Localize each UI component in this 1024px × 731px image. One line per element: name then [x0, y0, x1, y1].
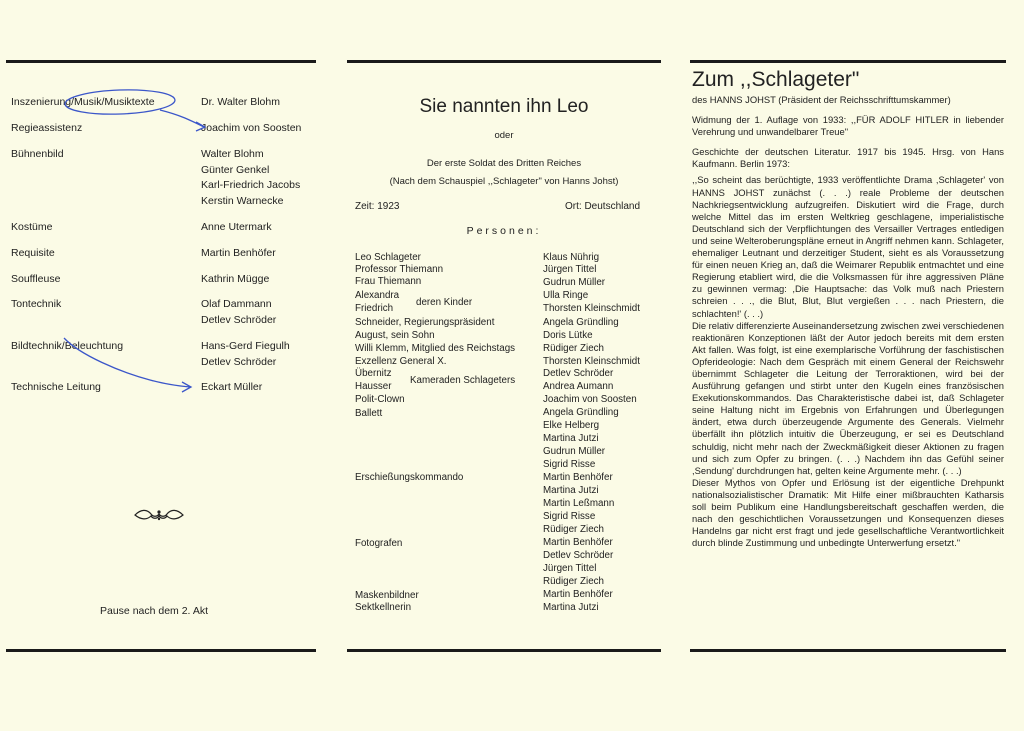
essay-paragraph: Dieser Mythos von Opfer und Erlösung ist der eigentliche Drehpunkt nationalsozialistischer Dramatik: Mit Hilfe einer mißbrauchten Katharsis soll beim Publikum eine Handlungsbereitschaft geschaffen werden, die nach den geschichtlichen Voraussetzungen und Konsequenzen dieses Handelns gar nicht erst fragt und jede gesellschaftliche Verantwortlichkeit durch blinde Zustimmung und unbedingte Unterwerfung ersetzt.": [692, 476, 1004, 549]
cast-role: Willi Klemm, Mitglied des Reichstags: [355, 343, 516, 354]
cast-actor: Sigrid Risse: [543, 459, 596, 470]
crew-role: Regieassistenz: [11, 122, 83, 134]
cast-role: Fotografen: [355, 538, 403, 549]
essay-body: [692, 94, 1004, 549]
cast-actor: Andrea Aumann: [543, 381, 614, 392]
rule-left-top: [6, 60, 316, 63]
cast-role: Hausser: [355, 381, 392, 392]
crew-name: Anne Utermark: [201, 221, 272, 233]
cast-role: Schneider, Regierungspräsident: [355, 317, 495, 328]
cast-role: Sektkellnerin: [355, 602, 412, 613]
crew-name: Eckart Müller: [201, 381, 263, 393]
crew-name: Walter Blohm: [201, 148, 264, 160]
play-subtitle: [348, 155, 660, 191]
cast-group-label: Kameraden Schlageters: [410, 375, 516, 386]
crew-name: Karl-Friedrich Jacobs: [201, 179, 301, 191]
crew-name: Kerstin Warnecke: [201, 194, 284, 207]
cast-actor: Gudrun Müller: [543, 277, 606, 288]
cast-role: Übernitz: [355, 368, 392, 379]
cast-role: Leo Schlageter: [355, 252, 421, 263]
cast-actor: Martina Jutzi: [543, 433, 599, 444]
crew-name: Kathrin Mügge: [201, 273, 270, 285]
cast-actor: Rüdiger Ziech: [543, 576, 604, 587]
rule-middle-top: [347, 60, 661, 63]
crew-role: Tontechnik: [11, 298, 62, 310]
cast-actor: Martin Benhöfer: [543, 589, 613, 600]
cast-role: Professor Thiemann: [355, 264, 444, 275]
ort-label: Ort: Deutschland: [565, 201, 641, 212]
cast-actor: Rüdiger Ziech: [543, 343, 604, 354]
cast-actor: Thorsten Kleinschmidt: [543, 356, 640, 367]
play-title: Sie nannten ihn Leo: [419, 96, 589, 117]
cast-actor: Angela Gründling: [543, 317, 619, 328]
cast-actor: Detlev Schröder: [543, 368, 614, 379]
essay-paragraph: Geschichte der deutschen Literatur. 1917 bis 1945. Hrsg. von Hans Kaufmann. Berlin 1973:: [692, 146, 1004, 170]
rule-right-top: [690, 60, 1006, 63]
rule-middle-bottom: [347, 649, 661, 652]
cast-role: Alexandra: [355, 290, 400, 301]
play-oder: oder: [494, 130, 514, 141]
crew-role: Kostüme: [11, 221, 53, 233]
essay-paragraph: ,,So scheint das berüchtigte, 1933 veröffentlichte Drama ,Schlageter' von HANNS JOHST zunächst (. . .) reale Probleme der deutschen Nachkriegsentwicklung aufzugreifen. Diskutiert wird die Frage, durch welche Mittel das im ersten Weltkrieg geschlagene, imperialistische Deutschland sich der Verpflichtungen des Versailler Vertrages entledigen und seine Welteroberungspläne erneut in Angriff nehmen kann. Schlageter, ehemaliger Leutnant und derzeitiger Student, sieht es als Voraussetzung für einen neuen Krieg an, daß die Weimarer Republik entmachtet und eine Regierung etabliert wird, die die Volksmassen für ihre aggressiven Pläne zu gewinnen vermag: ,Die Hauptsache: das Volk muß nach Priestern schreien . . ., die Blut, Blut, Blut vergießen . . . nach Priestern, die schlachten!' (. . .): [692, 174, 1004, 319]
crew-name: Günter Genkel: [201, 163, 270, 176]
cast-actor: Thorsten Kleinschmidt: [543, 303, 640, 314]
cast-role: Maskenbildner: [355, 590, 419, 601]
crew-name: Dr. Walter Blohm: [201, 96, 280, 108]
crew-name: Detlev Schröder: [201, 313, 277, 326]
essay-title: Zum ,,Schlageter": [692, 68, 860, 91]
cast-actor: Martin Benhöfer: [543, 472, 613, 483]
cast-role: Friedrich: [355, 303, 394, 314]
cast-role: Polit-Clown: [355, 394, 405, 405]
cast-role: Erschießungskommando: [355, 472, 464, 483]
subtitle-line: (Nach dem Schauspiel ,,Schlageter" von Hanns Johst): [389, 176, 619, 187]
cast-actor: Martina Jutzi: [543, 485, 599, 496]
cast-actor: Sigrid Risse: [543, 511, 596, 522]
cast-role: Ballett: [355, 408, 383, 419]
cast-actor: Jürgen Tittel: [543, 563, 597, 574]
crew-name: Detlev Schröder: [201, 355, 277, 368]
cast-actor: Martin Benhöfer: [543, 537, 613, 548]
essay-paragraph: Die relativ differenzierte Auseinandersetzung zwischen zwei verschiedenen reaktionären Konzeptionen läßt der Autor jedoch bereits mit dem ersten Akt fallen. Was folgt, ist eine exemplarische Vorführung der faschistischen Opferideologie: Nach dem Gespräch mit einem General der Reichswehr übernimmt Schlageter die Leitung der Terroraktionen, wird bei der Ausführung gefangen und stirbt unter den Kugeln eines französischen Exekutionskommandos. Das Charakteristische dabei ist, daß Schlageter seine Haltung nicht im Ergebnis von Erfahrungen und Überlegungen ändert, etwa durch überzeugende Argumente des Generals. Vielmehr überfällt ihn plötzlich intuitiv die Überzeugung, er sei es Deutschland schuldig, nicht mehr nach der Zweckmäßigkeit dieser Aktionen zu fragen und sich zum Opfer zu bringen. (. . .) Nachdem ihn das Gefühl seiner ,Sendung' durchdrungen hat, gelten keine Argumente mehr. (. . .): [692, 319, 1004, 476]
crew-name: Martin Benhöfer: [201, 247, 276, 259]
crew-role: Souffleuse: [11, 273, 61, 285]
cast-actor: Joachim von Soosten: [543, 394, 637, 405]
cast-actor: Elke Helberg: [543, 420, 600, 431]
rule-left-bottom: [6, 649, 316, 652]
cast-role: Exzellenz General X.: [355, 356, 447, 367]
cast-actor: Martin Leßmann: [543, 498, 615, 509]
crew-role: Bildtechnik/Beleuchtung: [11, 340, 124, 352]
rule-right-bottom: [690, 649, 1006, 652]
ornament-icon: [133, 506, 185, 524]
cast-actor: Klaus Nührig: [543, 252, 600, 263]
personen-heading: Personen:: [466, 225, 542, 237]
cast-actor: Gudrun Müller: [543, 446, 606, 457]
crew-name: Hans-Gerd Fiegulh: [201, 340, 290, 352]
cast-role: August, sein Sohn: [355, 330, 435, 341]
cast-actor: Ulla Ringe: [543, 290, 589, 301]
crew-role: Technische Leitung: [11, 381, 101, 393]
crew-name: Joachim von Soosten: [201, 122, 302, 134]
crew-role: Inszenierung/Musik/Musiktexte: [11, 96, 155, 108]
crew-role: Bühnenbild: [11, 148, 64, 160]
cast-actor: Detlev Schröder: [543, 550, 614, 561]
crew-role: Requisite: [11, 247, 55, 259]
pause-note: Pause nach dem 2. Akt: [100, 605, 208, 617]
cast-actor: Rüdiger Ziech: [543, 524, 604, 535]
cast-actor: Angela Gründling: [543, 407, 619, 418]
subtitle-line: Der erste Soldat des Dritten Reiches: [426, 158, 582, 169]
cast-actor: Jürgen Tittel: [543, 264, 597, 275]
essay-paragraph: Widmung der 1. Auflage von 1933: ,,FÜR ADOLF HITLER in liebender Verehrung und unwandelbarer Treue": [692, 114, 1004, 138]
cast-actor: Martina Jutzi: [543, 602, 599, 613]
cast-group-label: deren Kinder: [416, 297, 473, 308]
zeit-label: Zeit: 1923: [355, 201, 400, 212]
cast-actor: Doris Lütke: [543, 330, 593, 341]
crew-name: Olaf Dammann: [201, 298, 272, 310]
cast-role: Frau Thiemann: [355, 276, 422, 287]
essay-paragraph: des HANNS JOHST (Präsident der Reichsschrifttumskammer): [692, 94, 951, 105]
